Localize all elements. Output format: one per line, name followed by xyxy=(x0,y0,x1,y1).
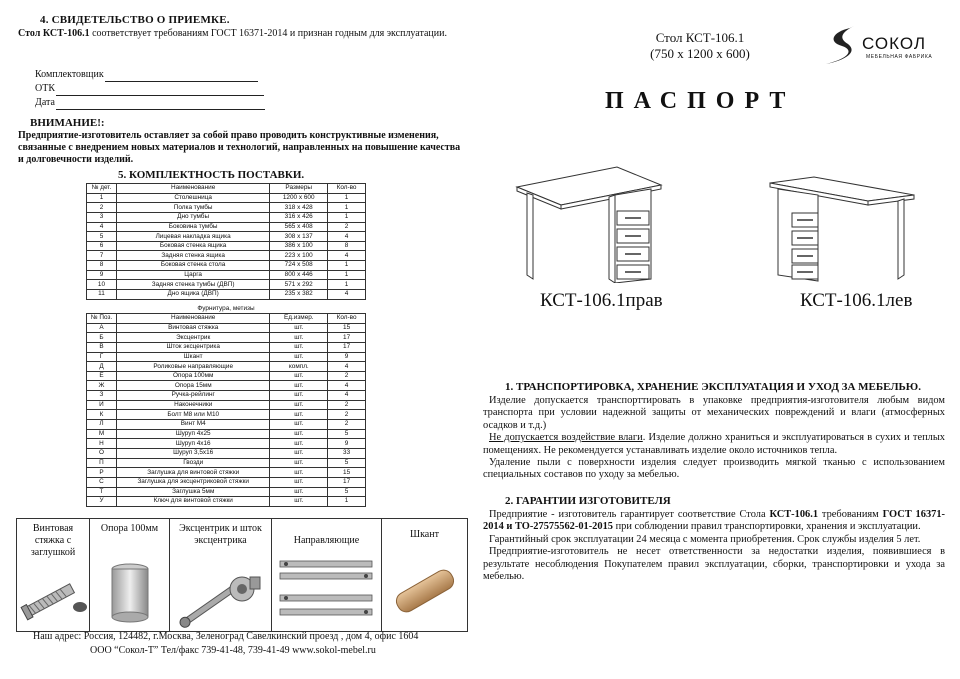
table-cell: 15 xyxy=(328,323,366,333)
table-cell: 235 x 382 xyxy=(270,290,328,300)
table-cell: 2 xyxy=(328,400,366,410)
table-cell: Кол-во xyxy=(328,184,366,194)
table-cell: Р xyxy=(87,468,117,478)
table-cell: Т xyxy=(87,487,117,497)
desk-left-drawing xyxy=(768,175,918,285)
acceptance-body: соответствует требованиям ГОСТ 16371-2014 и признан годным для эксплуатации. xyxy=(89,28,447,39)
table-cell: 4 xyxy=(328,381,366,391)
table-cell: компл. xyxy=(270,362,328,372)
table-cell: 8 xyxy=(328,241,366,251)
table-row xyxy=(87,241,366,251)
attention-text: Предприятие-изготовитель оставляет за собой право проводить конструктивные изменения, связанные с внедрением новых материалов и технологий, направленных на повышение качества и долговечности изделий. xyxy=(18,130,461,165)
address-line: Наш адрес: Россия, 124482, г.Москва, Зеленоград Савелкинский проезд , дом 4, офис 1604 xyxy=(33,631,419,642)
acceptance-title: 4. СВИДЕТЕЛЬСТВО О ПРИЕМКЕ. xyxy=(40,14,230,26)
table-row xyxy=(87,468,366,478)
table-cell: 15 xyxy=(328,468,366,478)
table-row xyxy=(87,323,366,333)
table-cell: 386 x 100 xyxy=(270,241,328,251)
table-cell: 17 xyxy=(328,477,366,487)
table-cell: Наименование xyxy=(116,314,270,324)
hardware-picture-rails xyxy=(272,518,382,632)
table-row xyxy=(87,280,366,290)
table-cell: шт. xyxy=(270,371,328,381)
hardware-picture-label: Винтовая стяжка с заглушкой xyxy=(30,523,76,558)
table-cell: 308 x 137 xyxy=(270,232,328,242)
table-cell: 9 xyxy=(328,352,366,362)
table-cell: 9 xyxy=(87,270,117,280)
screw-tie-icon xyxy=(17,519,91,633)
table-cell: С xyxy=(87,477,117,487)
table-header-row xyxy=(87,314,366,324)
table-row xyxy=(87,371,366,381)
hardware-picture-label: Шкант xyxy=(410,529,439,540)
table-cell: шт. xyxy=(270,439,328,449)
table-cell: 17 xyxy=(328,342,366,352)
table-cell: Боковая стенка стола xyxy=(116,261,269,271)
table-cell: 5 xyxy=(328,429,366,439)
table-cell: М xyxy=(87,429,117,439)
table-cell: 1 xyxy=(328,280,366,290)
table-cell: Шток эксцентрика xyxy=(116,342,270,352)
variant-right-label: КСТ-106.1прав xyxy=(540,290,663,311)
contacts-line: ООО “Сокол-Т” Тел/факс 739-41-48, 739-41-49 www.sokol-mebel.ru xyxy=(90,645,376,656)
table-cell: шт. xyxy=(270,468,328,478)
table-cell: 1 xyxy=(328,497,366,507)
acceptance-text xyxy=(18,28,458,40)
hardware-picture-leg xyxy=(90,518,170,632)
table-cell: Наименование xyxy=(116,184,269,194)
dowel-icon xyxy=(382,519,468,633)
table-cell: Задняя стенка ящика xyxy=(116,251,269,261)
hardware-pictures xyxy=(16,518,468,632)
table-cell: Шуруп 4х25 xyxy=(116,429,270,439)
table-cell: № дет. xyxy=(87,184,117,194)
transport-title: 1. ТРАНСПОРТИРОВКА, ХРАНЕНИЕ ЭКСПЛУАТАЦИЯ И УХОД ЗА МЕБЕЛЬЮ. xyxy=(505,381,921,393)
table-cell: 7 xyxy=(87,251,117,261)
table-cell: шт. xyxy=(270,429,328,439)
company-address xyxy=(33,630,418,658)
warranty-title: 2. ГАРАНТИИ ИЗГОТОВИТЕЛЯ xyxy=(505,495,671,507)
table-cell: 1 xyxy=(328,203,366,213)
table-cell: 4 xyxy=(328,362,366,372)
hardware-table xyxy=(86,313,366,507)
table-cell: 5 xyxy=(328,458,366,468)
table-row xyxy=(87,270,366,280)
table-cell: 4 xyxy=(87,222,117,232)
table-row xyxy=(87,193,366,203)
variant-left-label: КСТ-106.1лев xyxy=(800,290,913,311)
kit-title: 5. КОМПЛЕКТНОСТЬ ПОСТАВКИ. xyxy=(118,169,305,181)
table-cell: шт. xyxy=(270,477,328,487)
table-row xyxy=(87,212,366,222)
table-cell: Ключ для винтовой стяжки xyxy=(116,497,270,507)
drawer-rails-icon xyxy=(272,519,382,633)
table-cell: шт. xyxy=(270,323,328,333)
table-cell: Боковая стенка ящика xyxy=(116,241,269,251)
table-cell: 316 x 426 xyxy=(270,212,328,222)
table-cell: Размеры xyxy=(270,184,328,194)
table-cell: шт. xyxy=(270,381,328,391)
table-row xyxy=(87,362,366,372)
table-cell: № Поз. xyxy=(87,314,117,324)
signature-field-packer: Комплектовщик xyxy=(35,68,265,82)
table-cell: Болт М8 или М10 xyxy=(116,410,270,420)
table-cell: шт. xyxy=(270,487,328,497)
table-cell: 4 xyxy=(328,290,366,300)
table-cell: Кол-во xyxy=(328,314,366,324)
table-cell: Заглушка 5мм xyxy=(116,487,270,497)
product-name: Стол КСТ-106.1 xyxy=(655,30,745,45)
table-cell: Роликовые направляющие xyxy=(116,362,270,372)
table-cell: шт. xyxy=(270,333,328,343)
table-row xyxy=(87,439,366,449)
table-cell: Опора 100мм xyxy=(116,371,270,381)
table-row xyxy=(87,458,366,468)
table-cell: Шуруп 3,5х16 xyxy=(116,448,270,458)
table-cell: К xyxy=(87,410,117,420)
table-cell: 4 xyxy=(328,232,366,242)
table-cell: 2 xyxy=(328,420,366,430)
table-row xyxy=(87,203,366,213)
table-cell: 33 xyxy=(328,448,366,458)
table-cell: Ж xyxy=(87,381,117,391)
table-cell: 5 xyxy=(87,232,117,242)
table-cell: Заглушка для эксцентриковой стяжки xyxy=(116,477,270,487)
table-cell: 2 xyxy=(328,222,366,232)
table-cell: Дно тумбы xyxy=(116,212,269,222)
product-header xyxy=(630,30,770,62)
table-cell: 1 xyxy=(328,193,366,203)
hardware-caption: Фурнитура, метизы xyxy=(197,305,255,312)
table-header-row xyxy=(87,184,366,194)
table-row xyxy=(87,342,366,352)
table-cell: 1200 x 600 xyxy=(270,193,328,203)
table-cell: 4 xyxy=(328,251,366,261)
table-cell: 571 x 292 xyxy=(270,280,328,290)
table-cell: Б xyxy=(87,333,117,343)
table-cell: В xyxy=(87,342,117,352)
parts-table xyxy=(86,183,366,300)
logo-tagline: МЕБЕЛЬНАЯ ФАБРИКА xyxy=(866,54,933,60)
table-cell: 1 xyxy=(328,270,366,280)
table-cell: 2 xyxy=(87,203,117,213)
table-row xyxy=(87,497,366,507)
table-cell: Задняя стенка тумбы (ДВП) xyxy=(116,280,269,290)
table-cell: Шуруп 4х16 xyxy=(116,439,270,449)
support-leg-icon xyxy=(90,519,170,633)
table-cell: А xyxy=(87,323,117,333)
table-row xyxy=(87,400,366,410)
product-size: (750 х 1200 х 600) xyxy=(650,46,750,61)
table-cell: Винт М4 xyxy=(116,420,270,430)
table-cell: О xyxy=(87,448,117,458)
table-cell: Н xyxy=(87,439,117,449)
table-cell: 2 xyxy=(328,410,366,420)
acceptance-product: Стол КСТ-106.1 xyxy=(18,28,90,39)
table-cell: У xyxy=(87,497,117,507)
table-cell: 17 xyxy=(328,333,366,343)
warranty-text xyxy=(483,509,945,583)
table-cell: шт. xyxy=(270,497,328,507)
table-row xyxy=(87,448,366,458)
table-cell: 5 xyxy=(328,487,366,497)
table-cell: Боковина тумбы xyxy=(116,222,269,232)
table-row xyxy=(87,429,366,439)
table-cell: 1 xyxy=(87,193,117,203)
hardware-picture-label: Опора 100мм xyxy=(100,523,159,534)
attention-title: ВНИМАНИЕ!: xyxy=(30,117,105,129)
table-cell: шт. xyxy=(270,391,328,401)
table-cell: 565 x 408 xyxy=(270,222,328,232)
table-cell: Гвозди xyxy=(116,458,270,468)
table-cell: 3 xyxy=(87,212,117,222)
table-row xyxy=(87,381,366,391)
signature-field-qc: ОТК xyxy=(35,82,265,96)
table-row xyxy=(87,251,366,261)
eccentric-icon xyxy=(170,519,272,633)
table-cell: шт. xyxy=(270,420,328,430)
table-cell: 4 xyxy=(328,391,366,401)
table-row xyxy=(87,410,366,420)
table-row xyxy=(87,290,366,300)
table-cell: Ручка-рейлинг xyxy=(116,391,270,401)
table-row xyxy=(87,352,366,362)
transport-text xyxy=(483,395,945,482)
table-cell: шт. xyxy=(270,400,328,410)
table-row xyxy=(87,391,366,401)
desk-right-drawing xyxy=(515,165,665,283)
table-cell: 8 xyxy=(87,261,117,271)
table-cell: 10 xyxy=(87,280,117,290)
transport-paragraph: Удаление пыли с поверхности изделия следует производить мягкой тканью с использованием специальных составов по уходу за мебелью. xyxy=(483,457,945,481)
table-cell: 724 x 508 xyxy=(270,261,328,271)
table-cell: Лицевая накладка ящика xyxy=(116,232,269,242)
table-cell: 318 x 428 xyxy=(270,203,328,213)
table-cell: Эксцентрик xyxy=(116,333,270,343)
table-cell: Полка тумбы xyxy=(116,203,269,213)
passport-title: ПАСПОРТ xyxy=(605,88,796,114)
table-cell: 223 x 100 xyxy=(270,251,328,261)
table-cell: Винтовая стяжка xyxy=(116,323,270,333)
transport-paragraph: Не допускается воздействие влаги. Изделие должно храниться и эксплуатироваться в сухих и теплых помещениях. Не рекомендуется устанавливать изделие около источников тепла. xyxy=(483,432,946,456)
warranty-paragraph: Предприятие - изготовитель гарантирует соответствие Стола КСТ-106.1 требованиям ГОСТ 16371-2014 и ТО-27575562-01-2015 при соблюдении правил транспортировки, хранения и эксплуатации. xyxy=(483,509,945,533)
table-cell: Ед.измер. xyxy=(270,314,328,324)
table-row xyxy=(87,477,366,487)
table-cell: шт. xyxy=(270,448,328,458)
transport-paragraph: Изделие допускается транспорттировать в упаковке предприятия-изготовителя любым видом транспорта при условии надежной защиты от механических повреждений и влаги (атмосферных осадков и т.д.) xyxy=(483,395,945,431)
signature-field-date: Дата xyxy=(35,96,265,110)
table-row xyxy=(87,232,366,242)
table-row xyxy=(87,222,366,232)
table-cell: 6 xyxy=(87,241,117,251)
table-cell: 1 xyxy=(328,261,366,271)
hardware-picture-label: Эксцентрик и шток эксцентрика xyxy=(179,523,262,546)
table-cell: Наконечники xyxy=(116,400,270,410)
hardware-picture-label: Направляющие xyxy=(293,535,360,546)
signature-fields xyxy=(35,68,265,110)
table-cell: И xyxy=(87,400,117,410)
hardware-picture-eccentric xyxy=(170,518,272,632)
table-cell: 11 xyxy=(87,290,117,300)
table-cell: Д xyxy=(87,362,117,372)
table-cell: Шкант xyxy=(116,352,270,362)
table-cell: шт. xyxy=(270,342,328,352)
table-row xyxy=(87,487,366,497)
table-cell: Л xyxy=(87,420,117,430)
logo-name: СОКОЛ xyxy=(862,34,927,53)
table-row xyxy=(87,420,366,430)
table-cell: Царга xyxy=(116,270,269,280)
hardware-picture-dowel xyxy=(382,518,468,632)
table-cell: 1 xyxy=(328,212,366,222)
warranty-paragraph: Гарантийный срок эксплуатации 24 месяца с момента приобретения. Срок службы изделия 5 лет. xyxy=(489,533,921,545)
warranty-paragraph: Предприятие-изготовитель не несет ответственности за недостатки изделия, появившиеся в результате несоблюдения Покупателем правил эксплуатации, сборки, транспортировки и ухода за мебелью. xyxy=(483,546,945,583)
table-cell: шт. xyxy=(270,410,328,420)
table-cell: 2 xyxy=(328,371,366,381)
table-cell: Заглушка для винтовой стяжки xyxy=(116,468,270,478)
table-cell: 800 x 446 xyxy=(270,270,328,280)
table-cell: Столешница xyxy=(116,193,269,203)
table-row xyxy=(87,333,366,343)
hardware-picture-screw xyxy=(16,518,90,632)
table-cell: Опора 15мм xyxy=(116,381,270,391)
table-cell: П xyxy=(87,458,117,468)
table-cell: шт. xyxy=(270,352,328,362)
table-cell: Е xyxy=(87,371,117,381)
table-cell: 9 xyxy=(328,439,366,449)
table-cell: Дно ящика (ДВП) xyxy=(116,290,269,300)
table-cell: шт. xyxy=(270,458,328,468)
table-cell: З xyxy=(87,391,117,401)
table-cell: Г xyxy=(87,352,117,362)
table-row xyxy=(87,261,366,271)
